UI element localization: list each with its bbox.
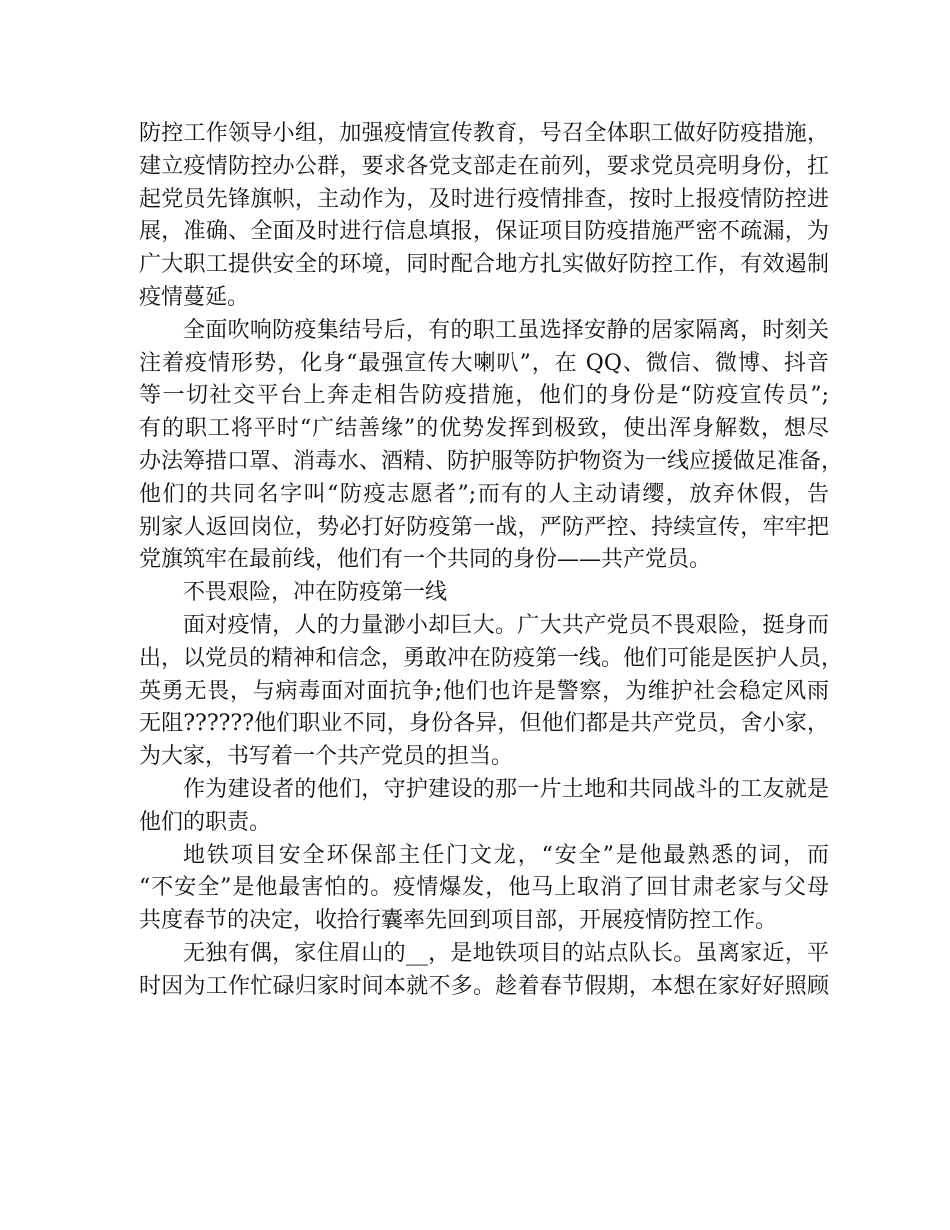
text-line: 无独有偶，家住眉山的__，是地铁项目的站点队长。虽离家近，平 <box>183 940 829 966</box>
text-line: 为大家，书写着一个共产党员的担当。 <box>139 744 514 770</box>
text-line: 出，以党员的精神和信念，勇敢冲在防疫第一线。他们可能是医护人员， <box>139 645 844 671</box>
text-line: 起党员先锋旗帜，主动作为，及时进行疫情排查，按时上报疫情防控进 <box>139 186 829 212</box>
text-line: 共度春节的决定，收拾行囊率先回到项目部，开展疫情防控工作。 <box>139 908 778 934</box>
text-line: 展，准确、全面及时进行信息填报，保证项目防疫措施严密不疏漏，为 <box>139 219 829 245</box>
text-line: 英勇无畏，与病毒面对面抗争;他们也许是警察，为维护社会稳定风雨 <box>139 678 829 704</box>
text-line: 他们的职责。 <box>139 809 272 835</box>
text-line: 有的职工将平时“广结善缘”的优势发挥到极致，使出浑身解数，想尽 <box>139 416 829 442</box>
text-line: 地铁项目安全环保部主任门文龙，“安全”是他最熟悉的词，而 <box>183 842 829 868</box>
text-line: 注着疫情形势，化身“最强宣传大喇叭”，在 QQ、微信、微博、抖音 <box>139 350 829 376</box>
text-line: 疫情蔓延。 <box>139 284 250 310</box>
text-line: 办法筹措口罩、消毒水、酒精、防护服等防护物资为一线应援做足准备， <box>139 448 844 474</box>
text-line: 无阻??????他们职业不同，身份各异，但他们都是共产党员，舍小家， <box>139 711 829 737</box>
text-line: 防控工作领导小组，加强疫情宣传教育，号召全体职工做好防疫措施， <box>139 121 829 146</box>
text-line: 他们的共同名字叫“防疫志愿者”;而有的人主动请缨，放弃休假，告 <box>139 481 829 507</box>
text-line: 时因为工作忙碌归家时间本就不多。趁着春节假期，本想在家好好照顾 <box>139 973 829 999</box>
text-line: 全面吹响防疫集结号后，有的职工虽选择安静的居家隔离，时刻关 <box>183 317 829 343</box>
document-body <box>139 118 844 1004</box>
text-line: “不安全”是他最害怕的。疫情爆发，他马上取消了回甘肃老家与父母 <box>139 875 829 901</box>
text-line: 建立疫情防控办公群，要求各党支部走在前列，要求党员亮明身份，扛 <box>139 153 829 179</box>
text-line: 面对疫情，人的力量渺小却巨大。广大共产党员不畏艰险，挺身而 <box>183 612 829 638</box>
text-line: 作为建设者的他们，守护建设的那一片土地和共同战斗的工友就是 <box>183 776 829 802</box>
text-line: 别家人返回岗位，势必打好防疫第一战，严防严控、持续宣传，牢牢把 <box>139 514 829 540</box>
text-line: 广大职工提供安全的环境，同时配合地方扎实做好防控工作，有效遏制 <box>139 252 829 278</box>
text-line: 不畏艰险，冲在防疫第一线 <box>183 580 448 606</box>
text-line: 党旗筑牢在最前线，他们有一个共同的身份——共产党员。 <box>139 547 712 573</box>
text-line: 等一切社交平台上奔走相告防疫措施，他们的身份是“防疫宣传员”; <box>139 383 829 409</box>
